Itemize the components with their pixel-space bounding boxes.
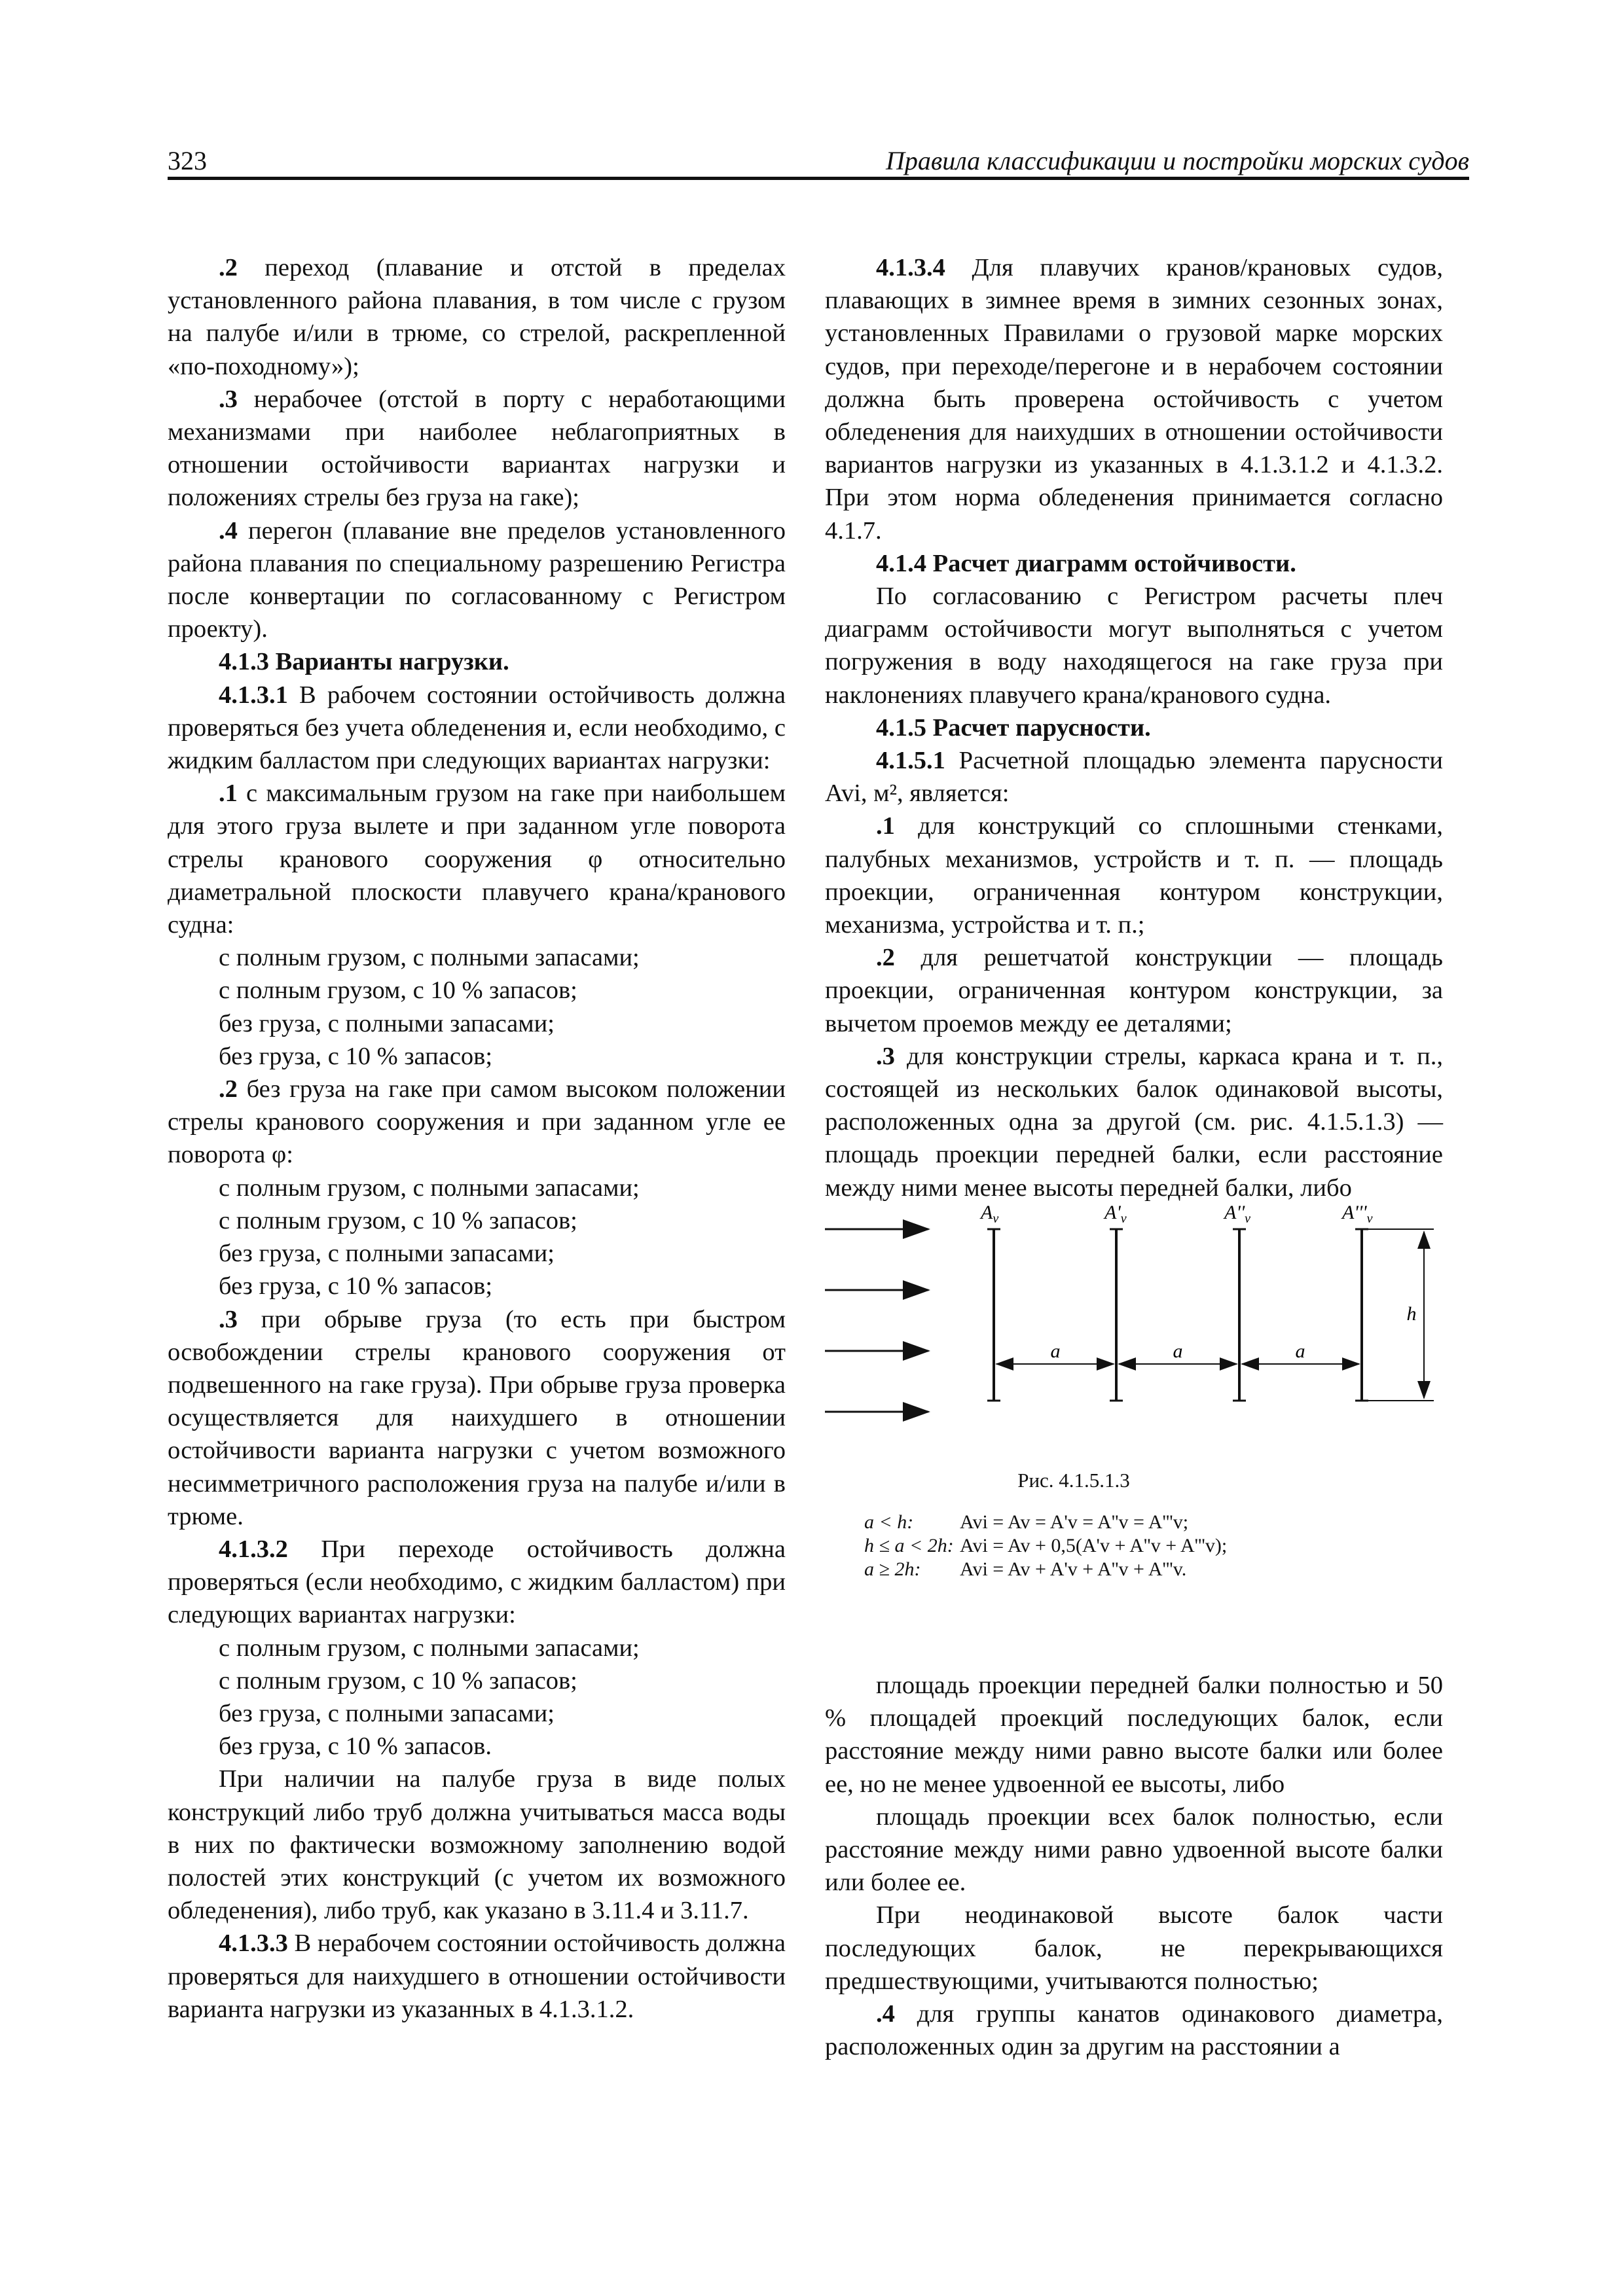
- formula-block: [864, 1511, 1227, 1581]
- formula-row: h ≤ a < 2h: Avi = Av + 0,5(A'v + A''v + A'''v);: [864, 1535, 1228, 1556]
- paragraph: При наличии на палубе груза в виде полых конструкций либо труб должна учитываться масса воды в них по фактически возможному заполнению водой полостей этих конструкций (с учетом их возможного обледенения), либо труб, как указано в 3.11.4 и 3.11.7.: [168, 1765, 786, 1925]
- list-item: без груза, с 10 % запасов.: [219, 1732, 492, 1761]
- page-header: [168, 145, 1469, 179]
- figure-beams: [818, 1200, 1473, 1593]
- paragraph: .1 для конструкций со сплошными стенками, палубных механизмов, устройств и т. п. — площадь проекции, ограниченная контуром конструкции, механизма, устройства и т. п.;: [825, 812, 1443, 939]
- paragraph: площадь проекции передней балки полностью и 50 % площадей проекций последующих балок, если расстояние между ними равно высоте балки или более ее, но не менее удвоенной ее высоты, либо: [825, 1672, 1443, 1798]
- paragraph: При неодинаковой высоте балок части последующих балок, не перекрывающихся предшествующими, учитываются полностью;: [825, 1901, 1443, 1995]
- list-item: с полным грузом, с 10 % запасов;: [219, 977, 577, 1005]
- list-item: с полным грузом, с 10 % запасов;: [219, 1666, 577, 1695]
- paragraph: 4.1.3.1 В рабочем состоянии остойчивость должна проверяться без учета обледенения и, если необходимо, с жидким балластом при следующих вариантах нагрузки:: [168, 681, 786, 775]
- paragraph: 4.1.3.4 Для плавучих кранов/крановых судов, плавающих в зимнее время в зимних сезонных зонах, установленных Правилами о грузовой марке морских судов, при переходе/перегоне и в нерабочем состоянии должна быть проверена остойчивость с учетом обледенения для наихудших в отношении остойчивости вариантов нагрузки из указанных в 4.1.3.1.2 и 4.1.3.2. При этом норма обледенения принимается согласно 4.1.7.: [825, 254, 1443, 545]
- paragraph: 4.1.3.2 При переходе остойчивость должна проверяться (если необходимо, с жидким балластом) при следующих вариантах нагрузки:: [168, 1535, 786, 1629]
- list-item: без груза, с полными запасами;: [219, 1699, 555, 1727]
- paragraph: .3 нерабочее (отстой в порту с неработающими механизмами при наиболее неблагоприятных в отношении остойчивости вариантах нагрузки и положениях стрелы без груза на гаке);: [168, 385, 786, 512]
- figure-caption: Рис. 4.1.5.1.3: [1017, 1469, 1130, 1492]
- paragraph: .3 при обрыве груза (то есть при быстром освобождении стрелы кранового сооружения от подвешенного на гаке груза). При обрыве груза проверка осуществляется для наихудшего в отношении остойчивости варианта нагрузки с учетом возможного несимметричного расположения груза на палубе и/или в трюме.: [168, 1305, 786, 1530]
- header-rule: [168, 177, 1469, 180]
- section-heading: 4.1.4 Расчет диаграмм остойчивости.: [876, 549, 1296, 577]
- paragraph: 4.1.5.1 Расчетной площадью элемента парусности Avi, м², является:: [825, 747, 1443, 808]
- right-column-bottom: [825, 1669, 1443, 2063]
- right-column-top: [825, 251, 1443, 1204]
- spacing-label: a: [1295, 1340, 1305, 1362]
- section-heading: 4.1.5 Расчет парусности.: [876, 713, 1151, 742]
- beam-diagram: [818, 1200, 1473, 1462]
- paragraph: .2 для решетчатой конструкции — площадь проекции, ограниченная контуром конструкции, за вычетом проемов между ее деталями;: [825, 944, 1443, 1037]
- beam-label: $A''_v$: [1224, 1202, 1251, 1226]
- height-label: h: [1406, 1303, 1417, 1325]
- beam-label: $A'''_v$: [1342, 1202, 1373, 1226]
- list-item: без груза, с 10 % запасов;: [219, 1272, 493, 1300]
- beam-1: [987, 1229, 1000, 1401]
- paragraph: площадь проекции всех балок полностью, если расстояние между ними равно удвоенной высоте балки или более ее.: [825, 1803, 1443, 1897]
- beam-2: [1110, 1229, 1123, 1401]
- list-item: с полным грузом, с полными запасами;: [219, 1174, 640, 1202]
- paragraph: .2 переход (плавание и отстой в пределах установленного района плавания, в том числе с грузом на палубе и/или в трюме, со стрелой, раскрепленной «по-походному»);: [168, 254, 786, 380]
- paragraph: .4 для группы канатов одинакового диаметра, расположенных один за другим на расстоянии a: [825, 2000, 1443, 2061]
- section-heading: 4.1.3 Варианты нагрузки.: [219, 648, 509, 676]
- formula-row: a < h: Avi = Av = A'v = A''v = A'''v;: [864, 1511, 1189, 1533]
- beam-3: [1233, 1229, 1246, 1401]
- list-item: без груза, с полными запасами;: [219, 1009, 555, 1037]
- beam-label: $A_v$: [981, 1202, 999, 1226]
- spacing-label: a: [1050, 1340, 1061, 1362]
- running-title: Правила классификации и постройки морских судов: [885, 146, 1469, 175]
- paragraph: 4.1.3.3 В нерабочем состоянии остойчивость должна проверяться для наихудшего в отношении остойчивости варианта нагрузки из указанных в 4.1.3.1.2.: [168, 1929, 786, 2023]
- beam-4: [1355, 1229, 1368, 1401]
- list-item: без груза, с полными запасами;: [219, 1240, 555, 1268]
- spacing-label: a: [1173, 1340, 1183, 1362]
- paragraph: .3 для конструкции стрелы, каркаса крана и т. п., состоящей из нескольких балок одинаковой высоты, расположенных одна за другой (см. рис. 4.1.5.1.3) — площадь проекции передней балки, если расстояние между ними менее высоты передней балки, либо: [825, 1042, 1443, 1202]
- list-item: с полным грузом, с полными запасами;: [219, 944, 640, 972]
- list-item: с полным грузом, с полными запасами;: [219, 1634, 640, 1662]
- list-item: без груза, с 10 % запасов;: [219, 1042, 493, 1070]
- beam-label: $A'_v$: [1104, 1202, 1127, 1226]
- paragraph: .1 с максимальным грузом на гаке при наибольшем для этого груза вылете и при заданном угле поворота стрелы кранового сооружения φ относительно диаметральной плоскости плавучего крана/кранового судна:: [168, 780, 786, 939]
- paragraph: По согласованию с Регистром расчеты плеч диаграмм остойчивости могут выполняться с учетом погружения в воду находящегося на гаке груза при наклонениях плавучего крана/кранового судна.: [825, 583, 1443, 709]
- page-number: 323: [168, 146, 207, 175]
- paragraph: .2 без груза на гаке при самом высоком положении стрелы кранового сооружения и при заданном угле ее поворота φ:: [168, 1075, 786, 1169]
- left-column: [168, 251, 786, 2026]
- paragraph: .4 перегон (плавание вне пределов установленного района плавания по специальному разрешению Регистра после конвертации по согласованному с Регистром проекту).: [168, 516, 786, 643]
- list-item: с полным грузом, с 10 % запасов;: [219, 1206, 577, 1234]
- formula-row: a ≥ 2h: Avi = Av + A'v + A''v + A'''v.: [864, 1558, 1187, 1580]
